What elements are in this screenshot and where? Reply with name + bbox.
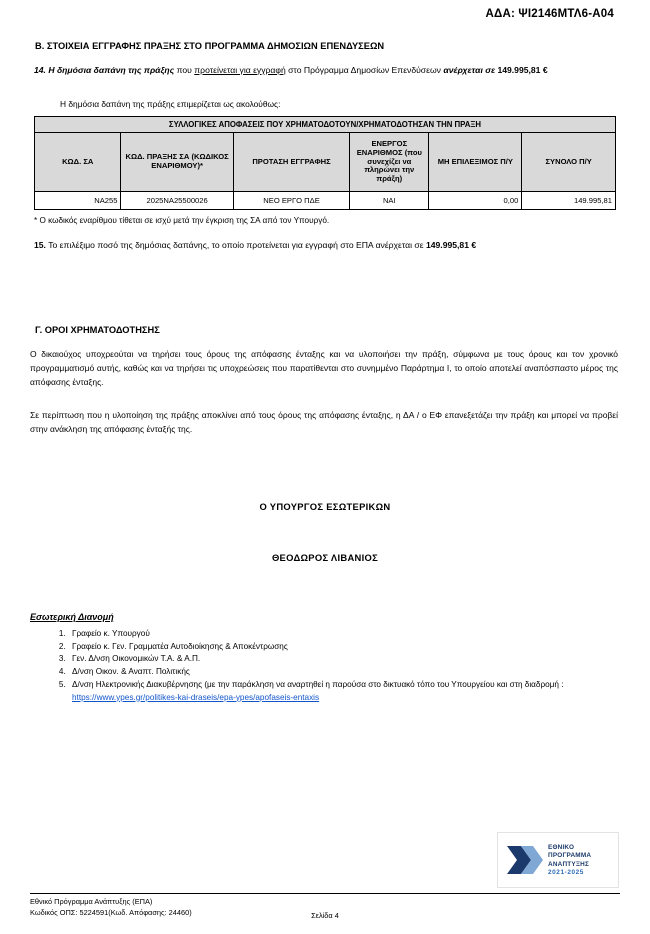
- epa-logo: [497, 832, 619, 888]
- distribution-title: Εσωτερική Διανομή: [30, 612, 114, 622]
- item-14-amount: 149.995,81 €: [497, 65, 548, 75]
- col-header-protasi: ΠΡΟΤΑΣΗ ΕΓΓΡΑΦΗΣ: [233, 133, 350, 192]
- apofaseis-entaxis-link[interactable]: https://www.ypes.gr/politikes-kai-draseis/epa-ypes/apofaseis-entaxis: [72, 692, 320, 702]
- item-15-text: Το επιλέξιμο ποσό της δημόσιας δαπάνης, το οποίο προτείνεται για εγγραφή στο ΕΠΑ ανέρχεται σε: [48, 240, 424, 250]
- distribution-list: [40, 628, 564, 704]
- item-15-paragraph: [34, 240, 616, 250]
- logo-line-4: 2021-2025: [548, 869, 584, 877]
- item-14-underlined: προτείνεται για εγγραφή: [194, 65, 286, 75]
- cell-synolo: 149.995,81: [522, 192, 616, 210]
- cell-energos: ΝΑΙ: [350, 192, 429, 210]
- minister-name: ΘΕΟΔΩΡΟΣ ΛΙΒΑΝΙΟΣ: [271, 552, 379, 563]
- list-item-text: Δ/νση Ηλεκτρονικής Διακυβέρνησης (με την παράκληση να αναρτηθεί η παρούσα στο δικτυακό τόπο του Υπουργείου και στη διαδρομή :: [72, 679, 564, 689]
- table-footnote: * Ο κωδικός εναρίθμου τίθεται σε ισχύ μετά την έγκριση της ΣΑ από τον Υπουργό.: [34, 216, 330, 225]
- col-header-energos: ΕΝΕΡΓΟΣ ΕΝΑΡΙΘΜΟΣ (που συνεχίζει να πληρώνει την πράξη): [350, 133, 429, 192]
- section-b-title: Β. ΣΤΟΙΧΕΙΑ ΕΓΓΡΑΦΗΣ ΠΡΑΞΗΣ ΣΤΟ ΠΡΟΓΡΑΜΜΑ ΔΗΜΟΣΙΩΝ ΕΠΕΝΔΥΣΕΩΝ: [35, 41, 385, 51]
- col-header-mh-epilexim: ΜΗ ΕΠΙΛΕΞΙΜΟΣ Π/Υ: [429, 133, 522, 192]
- section-c-title: Γ. ΟΡΟΙ ΧΡΗΜΑΤΟΔΟΤΗΣΗΣ: [35, 325, 160, 335]
- item-14-text-c: στο Πρόγραμμα Δημοσίων Επενδύσεων: [288, 65, 441, 75]
- item-14-number: 14.: [34, 65, 46, 75]
- ada-code: ΑΔΑ: ΨΙ2146ΜΤΛ6-Α04: [485, 8, 614, 20]
- page-number: Σελίδα 4: [311, 911, 339, 920]
- table-row: [35, 192, 616, 210]
- logo-text: [548, 844, 591, 878]
- col-header-kod-praxis: ΚΩΔ. ΠΡΑΞΗΣ ΣΑ (ΚΩΔΙΚΟΣ ΕΝΑΡΙΘΜΟΥ)*: [121, 133, 233, 192]
- arrows-icon: [505, 842, 545, 878]
- terms-paragraph-1: Ο δικαιούχος υποχρεούται να τηρήσει τους όρους της απόφασης ένταξης και να υλοποιήσει την πράξη, σύμφωνα με τους όρους και τον χρονικό προγραμματισμό αυτής, καθώς και να τηρήσει τις υποχρεώσεις που παρατίθενται στο συνημμένο Παράρτημα Ι, το οποίο αποτελεί αναπόσπαστο μέρος της απόφασης ένταξης.: [30, 349, 618, 387]
- minister-role: Ο ΥΠΟΥΡΓΟΣ ΕΣΩΤΕΡΙΚΩΝ: [259, 501, 391, 512]
- item-15-amount: 149.995,81 €: [425, 240, 477, 250]
- logo-line-3: ΑΝΑΠΤΥΞΗΣ: [548, 860, 589, 868]
- footer-line-1: Εθνικό Πρόγραμμα Ανάπτυξης (ΕΠΑ): [30, 897, 153, 906]
- list-item: 4. Δ/νση Οικον. & Αναπτ. Πολιτικής: [68, 666, 564, 679]
- funding-decisions-table: [34, 116, 616, 210]
- footer-line-2: Κωδικός ΟΠΣ: 5224591(Κωδ. Απόφασης: 24460): [30, 907, 192, 917]
- terms-paragraph-2: Σε περίπτωση που η υλοποίηση της πράξης αποκλίνει από τους όρους της απόφασης ένταξης, η ΔΑ / ο ΕΦ επανεξετάζει την πράξη και μπορεί να προβεί στην ανάκληση της απόφασης ένταξής της.: [30, 410, 618, 434]
- item-15-number: 15.: [34, 240, 46, 250]
- col-header-synolo: ΣΥΝΟΛΟ Π/Υ: [522, 133, 616, 192]
- cell-mh-epilexim: 0,00: [429, 192, 522, 210]
- logo-line-2: ΠΡΟΓΡΑΜΜΑ: [548, 852, 592, 860]
- list-item: 2. Γραφείο κ. Γεν. Γραμματέα Αυτοδιοίκησης & Αποκέντρωσης: [68, 641, 564, 654]
- col-header-kod-sa: ΚΩΔ. ΣΑ: [35, 133, 121, 192]
- cell-kod-praxis: 2025ΝΑ25500026: [121, 192, 233, 210]
- item-14-text-a: Η δημόσια δαπάνη της πράξης: [48, 65, 175, 75]
- table-lead-text: Η δημόσια δαπάνη της πράξης επιμερίζεται ως ακολούθως:: [60, 99, 281, 109]
- table-caption-row: [35, 117, 616, 133]
- cell-kod-sa: ΝΑ255: [35, 192, 121, 210]
- list-item: 3. Γεν. Δ/νση Οικονομικών Τ.Α. & Α.Π.: [68, 653, 564, 666]
- item-14-text-b: που: [176, 65, 192, 75]
- footer-divider: [30, 893, 620, 894]
- cell-protasi: ΝΕΟ ΕΡΓΟ ΠΔΕ: [233, 192, 350, 210]
- table-header-row: [35, 133, 616, 192]
- item-14-text-d: ανέρχεται σε: [443, 65, 496, 75]
- logo-line-1: ΕΘΝΙΚΟ: [548, 844, 575, 851]
- list-item: [68, 679, 564, 704]
- list-item: 1. Γραφείο κ. Υπουργού: [68, 628, 564, 641]
- item-14-paragraph: [34, 64, 616, 76]
- table-caption: ΣΥΛΛΟΓΙΚΕΣ ΑΠΟΦΑΣΕΙΣ ΠΟΥ ΧΡΗΜΑΤΟΔΟΤΟΥΝ/ΧΡΗΜΑΤΟΔΟΤΗΣΑΝ ΤΗΝ ΠΡΑΞΗ: [35, 117, 616, 133]
